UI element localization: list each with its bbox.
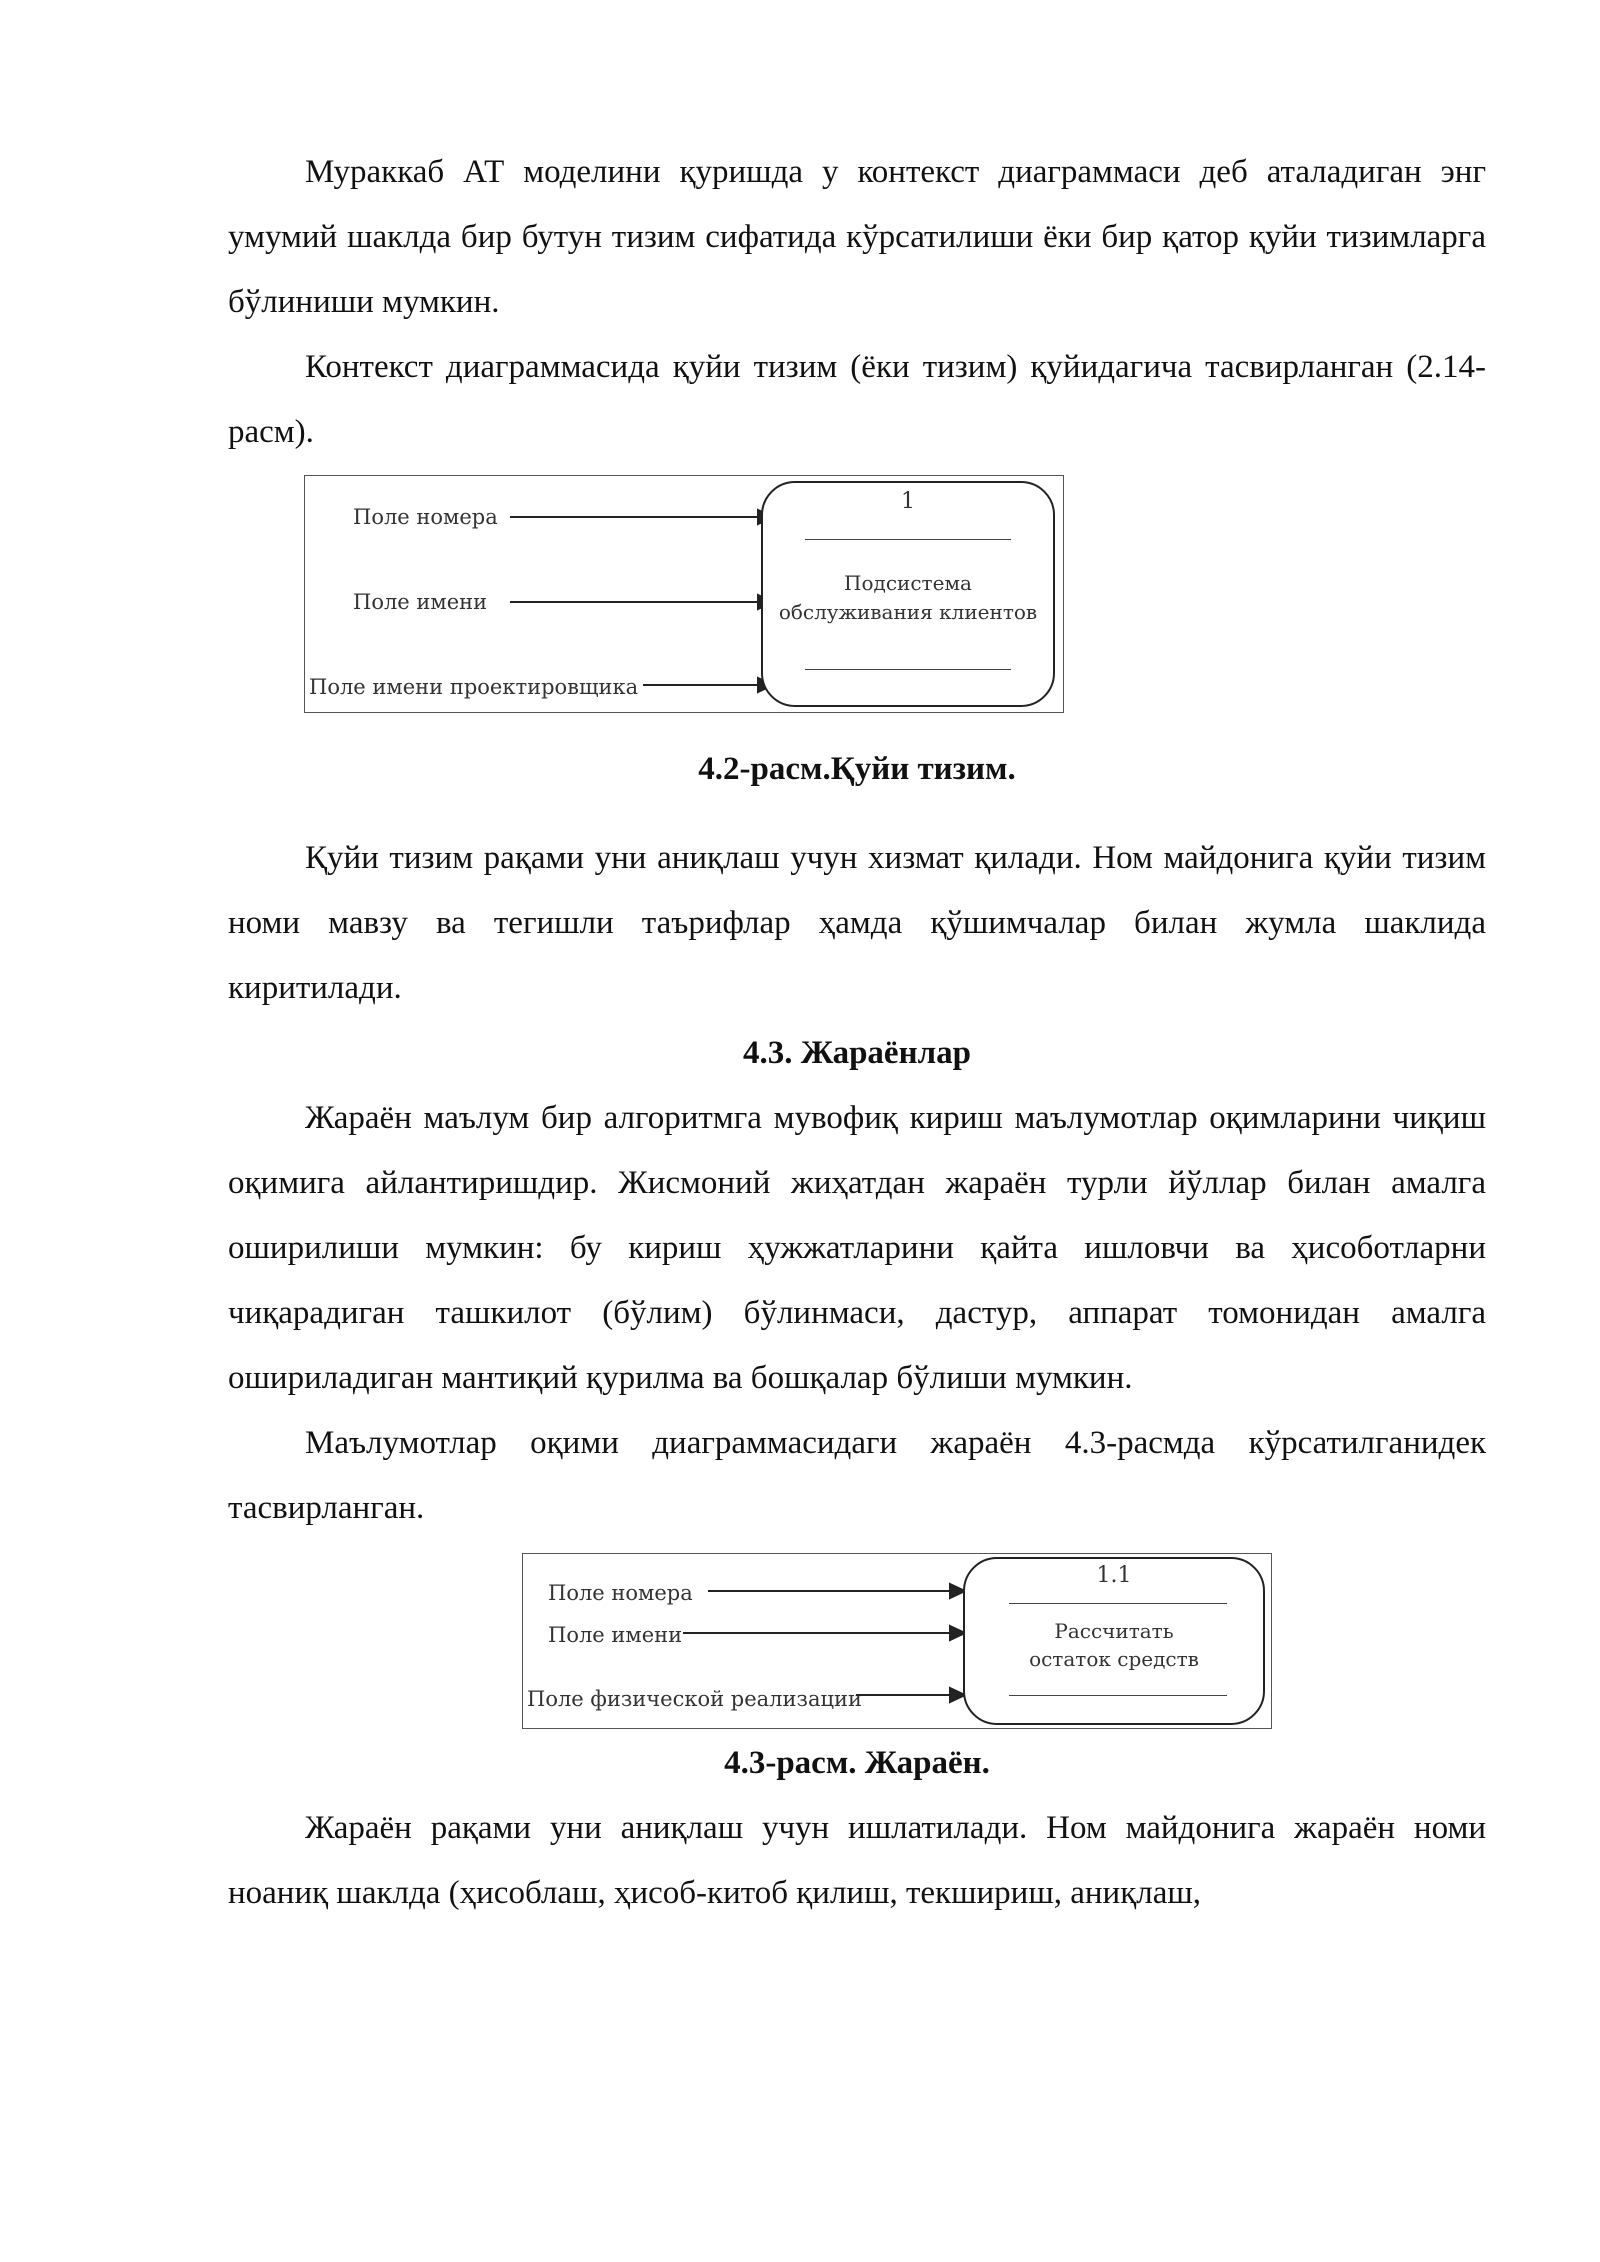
- paragraph: Мураккаб АТ моделини қуришда у контекст диаграммаси деб аталадиган энг умумий шаклда бир бутун тизим сифатида кўрсатилиши ёки бир қатор қуйи тизимларга бўлиниши мумкин.: [228, 154, 1486, 320]
- paragraph: Маълумотлар оқими диаграммасидаги жараён 4.3-расмда кўрсатилганидек тасвирланган.: [228, 1425, 1486, 1526]
- paragraph: Жараён маълум бир алгоритмга мувофиқ кириш маълумотлар оқимларини чиқиш оқимига айлантиришдир. Жисмоний жиҳатдан жараён турли йўллар билан амалга оширилиши мумкин: бу кириш ҳужжатларини қайта ишловчи ва ҳисоботларни чиқарадиган ташкилот (бўлим) бўлинмаси, дастур, аппарат томонидан амалга ошириладиган мантиқий қурилма ва бошқалар бўлиши мумкин.: [228, 1100, 1486, 1396]
- subsystem-name-line2: обслуживания клиентов: [778, 600, 1038, 624]
- paragraph: Қуйи тизим рақами уни аниқлаш учун хизмат қилади. Ном майдонига қуйи тизим номи мавзу ва тегишли таърифлар ҳамда қўшимчалар билан жумла шаклида киритилади.: [228, 840, 1486, 1006]
- process-name-line1: Рассчитать: [1054, 1619, 1174, 1643]
- figure-process-diagram: [228, 1553, 1486, 1731]
- divider-line: [805, 539, 1011, 540]
- process-box: [963, 1557, 1265, 1725]
- paragraph: Контекст диаграммасида қуйи тизим (ёки тизим) қуйидагича тасвирланган (2.14-расм).: [228, 349, 1486, 450]
- figure-subsystem-diagram: [228, 475, 1486, 713]
- divider-line: [805, 669, 1011, 670]
- process-number: 1.1: [1096, 1563, 1132, 1588]
- process-name-line2: остаток средств: [1029, 1647, 1199, 1671]
- figure-caption: 4.2-расм.Қуйи тизим.: [698, 751, 1016, 787]
- divider-line: [1009, 1603, 1227, 1604]
- subsystem-process-box: [761, 481, 1055, 707]
- input-label: Поле номера: [548, 1581, 693, 1605]
- figure-caption: 4.3-расм. Жараён.: [724, 1745, 990, 1781]
- section-heading: 4.3. Жараёнлар: [743, 1035, 971, 1071]
- input-label: Поле имени: [353, 590, 488, 614]
- input-label: Поле имени: [548, 1623, 683, 1647]
- subsystem-number: 1: [901, 489, 915, 514]
- paragraph: Жараён рақами уни аниқлаш учун ишлатилади. Ном майдонига жараён номи ноаниқ шаклда (ҳисоблаш, ҳисоб-китоб қилиш, текшириш, аниқлаш,: [228, 1810, 1486, 1911]
- input-label: Поле физической реализации: [527, 1687, 862, 1711]
- document-page: [228, 140, 1486, 1926]
- input-label: Поле номера: [353, 505, 498, 529]
- flow-arrows: [228, 1553, 1486, 1731]
- subsystem-name-line1: Подсистема: [844, 571, 972, 595]
- input-label: Поле имени проектировщика: [309, 675, 639, 699]
- divider-line: [1009, 1695, 1227, 1696]
